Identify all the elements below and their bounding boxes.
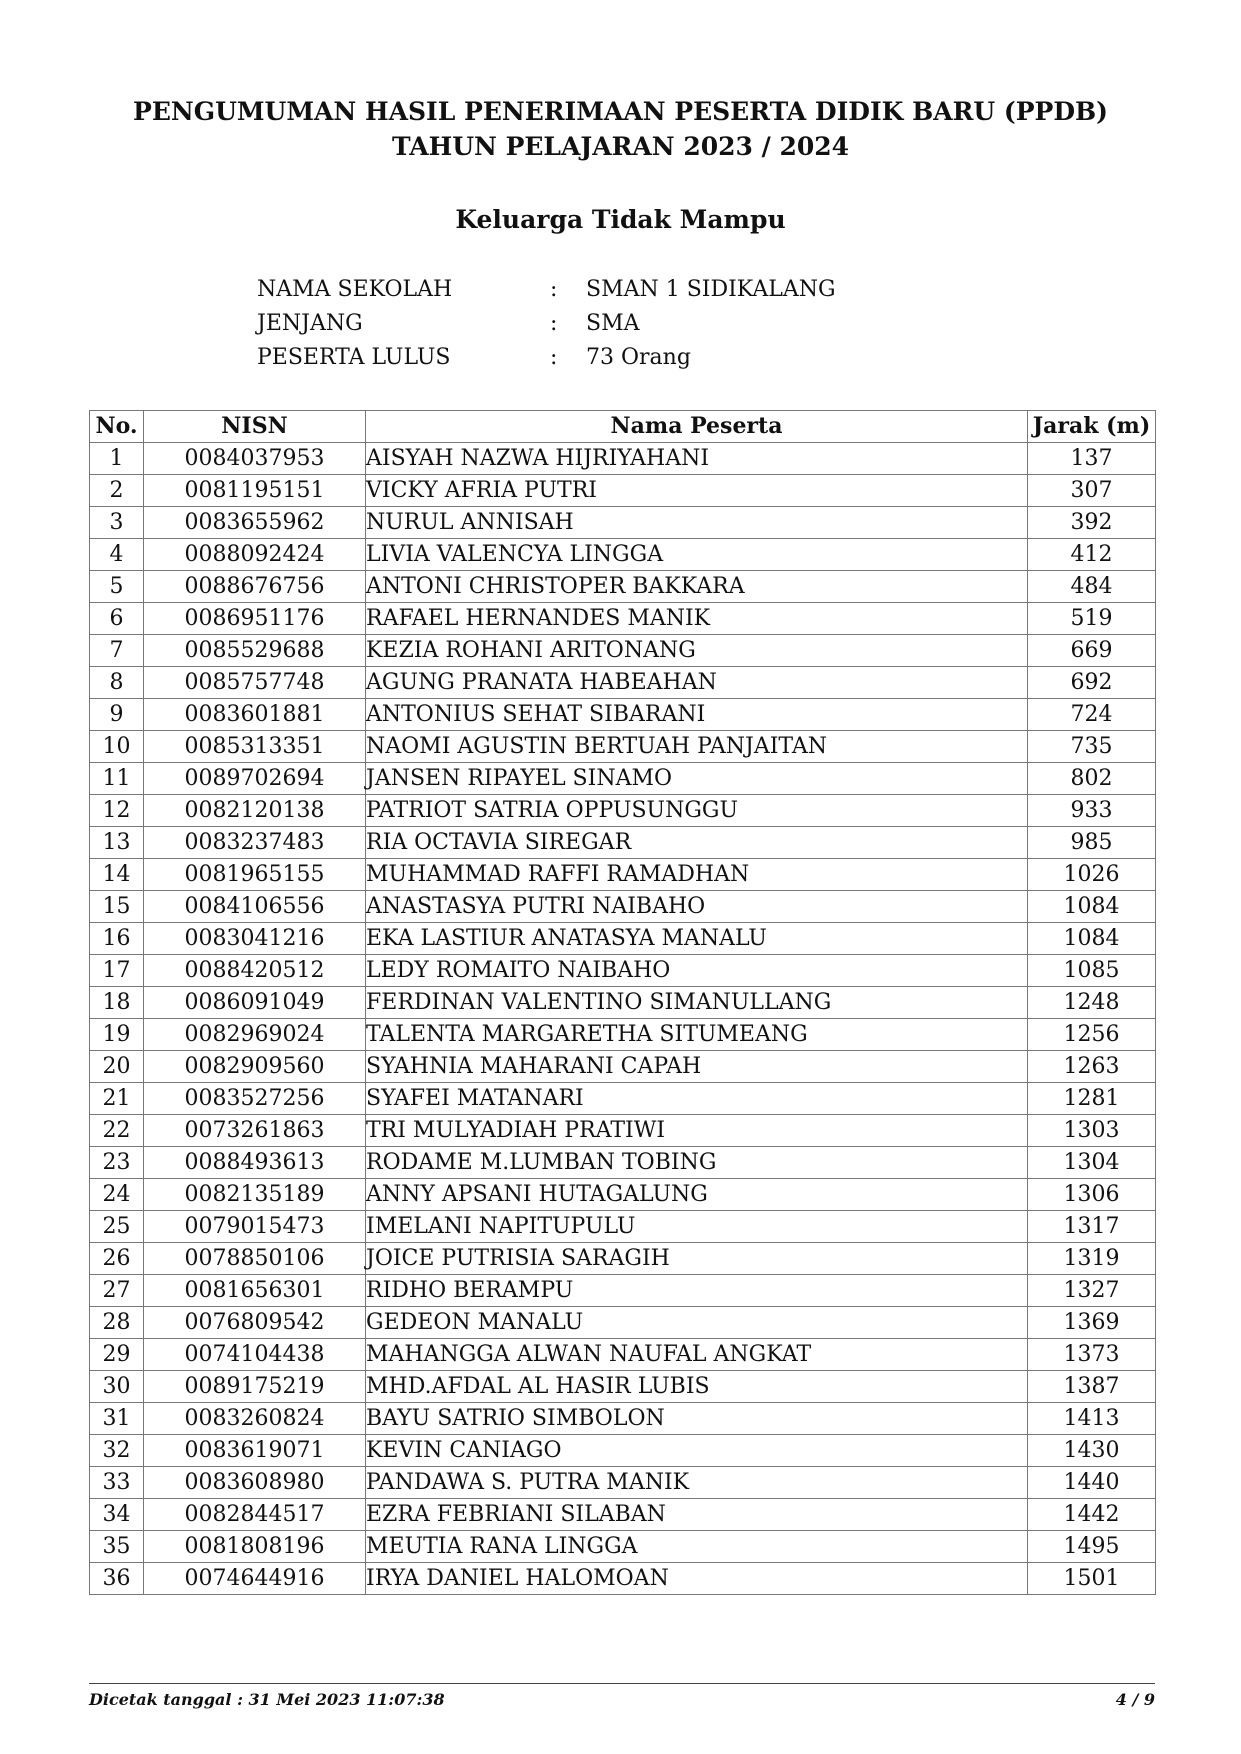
cell-nisn: 0074104438	[144, 1339, 366, 1371]
cell-no: 22	[90, 1115, 144, 1147]
cell-jarak: 1369	[1028, 1307, 1156, 1339]
info-label: NAMA SEKOLAH	[257, 276, 453, 302]
cell-no: 19	[90, 1019, 144, 1051]
info-label: JENJANG	[257, 310, 363, 336]
cell-no: 17	[90, 955, 144, 987]
cell-nama: PANDAWA S. PUTRA MANIK	[366, 1467, 1028, 1499]
cell-nama: EKA LASTIUR ANATASYA MANALU	[366, 923, 1028, 955]
table-row	[90, 1115, 1156, 1147]
cell-jarak: 1084	[1028, 923, 1156, 955]
cell-jarak: 1373	[1028, 1339, 1156, 1371]
cell-nama: MEUTIA RANA LINGGA	[366, 1531, 1028, 1563]
table-row	[90, 539, 1156, 571]
cell-no: 13	[90, 827, 144, 859]
cell-jarak: 1085	[1028, 955, 1156, 987]
cell-nisn: 0082969024	[144, 1019, 366, 1051]
cell-nama: JOICE PUTRISIA SARAGIH	[366, 1243, 1028, 1275]
cell-no: 1	[90, 443, 144, 475]
table-body	[90, 443, 1156, 1595]
cell-nisn: 0081195151	[144, 475, 366, 507]
cell-nisn: 0085757748	[144, 667, 366, 699]
table-row	[90, 859, 1156, 891]
cell-nama: RODAME M.LUMBAN TOBING	[366, 1147, 1028, 1179]
cell-nisn: 0082135189	[144, 1179, 366, 1211]
cell-jarak: 724	[1028, 699, 1156, 731]
cell-jarak: 1084	[1028, 891, 1156, 923]
cell-no: 36	[90, 1563, 144, 1595]
cell-no: 27	[90, 1275, 144, 1307]
table-row	[90, 443, 1156, 475]
cell-no: 6	[90, 603, 144, 635]
cell-jarak: 1303	[1028, 1115, 1156, 1147]
cell-nisn: 0083619071	[144, 1435, 366, 1467]
print-date: Dicetak tanggal : 31 Mei 2023 11:07:38	[89, 1690, 445, 1709]
cell-no: 21	[90, 1083, 144, 1115]
cell-nisn: 0088676756	[144, 571, 366, 603]
cell-nama: MHD.AFDAL AL HASIR LUBIS	[366, 1371, 1028, 1403]
table-row	[90, 987, 1156, 1019]
cell-nisn: 0081656301	[144, 1275, 366, 1307]
cell-no: 8	[90, 667, 144, 699]
table-row	[90, 1211, 1156, 1243]
cell-no: 29	[90, 1339, 144, 1371]
header-no: No.	[90, 411, 144, 443]
academic-year-title: TAHUN PELAJARAN 2023 / 2024	[391, 132, 850, 161]
table-row	[90, 763, 1156, 795]
cell-nisn: 0086951176	[144, 603, 366, 635]
table-row	[90, 1243, 1156, 1275]
table-row	[90, 1051, 1156, 1083]
info-colon: :	[550, 344, 558, 370]
cell-jarak: 1387	[1028, 1371, 1156, 1403]
cell-nama: AISYAH NAZWA HIJRIYAHANI	[366, 443, 1028, 475]
cell-jarak: 1430	[1028, 1435, 1156, 1467]
table-row	[90, 795, 1156, 827]
cell-nisn: 0082909560	[144, 1051, 366, 1083]
footer-divider	[89, 1683, 1155, 1684]
table-row	[90, 891, 1156, 923]
table-row	[90, 1179, 1156, 1211]
cell-nama: ANASTASYA PUTRI NAIBAHO	[366, 891, 1028, 923]
info-row-level	[257, 306, 836, 340]
info-value: SMAN 1 SIDIKALANG	[586, 276, 836, 302]
cell-nama: ANTONIUS SEHAT SIBARANI	[366, 699, 1028, 731]
cell-no: 33	[90, 1467, 144, 1499]
table-row	[90, 1531, 1156, 1563]
cell-no: 18	[90, 987, 144, 1019]
table-row	[90, 731, 1156, 763]
cell-jarak: 519	[1028, 603, 1156, 635]
cell-jarak: 933	[1028, 795, 1156, 827]
cell-no: 30	[90, 1371, 144, 1403]
cell-nama: RIDHO BERAMPU	[366, 1275, 1028, 1307]
cell-nama: SYAFEI MATANARI	[366, 1083, 1028, 1115]
info-colon: :	[550, 310, 558, 336]
cell-no: 23	[90, 1147, 144, 1179]
cell-nisn: 0083601881	[144, 699, 366, 731]
table-row	[90, 1467, 1156, 1499]
cell-nisn: 0083260824	[144, 1403, 366, 1435]
cell-no: 15	[90, 891, 144, 923]
cell-jarak: 1306	[1028, 1179, 1156, 1211]
cell-jarak: 1256	[1028, 1019, 1156, 1051]
table-row	[90, 1307, 1156, 1339]
cell-nisn: 0085529688	[144, 635, 366, 667]
header-nama: Nama Peserta	[366, 411, 1028, 443]
cell-no: 11	[90, 763, 144, 795]
cell-jarak: 137	[1028, 443, 1156, 475]
table-row	[90, 827, 1156, 859]
cell-nama: EZRA FEBRIANI SILABAN	[366, 1499, 1028, 1531]
cell-nama: NURUL ANNISAH	[366, 507, 1028, 539]
cell-jarak: 1413	[1028, 1403, 1156, 1435]
cell-nama: TRI MULYADIAH PRATIWI	[366, 1115, 1028, 1147]
cell-nisn: 0089702694	[144, 763, 366, 795]
cell-no: 3	[90, 507, 144, 539]
cell-nama: KEZIA ROHANI ARITONANG	[366, 635, 1028, 667]
table-row	[90, 603, 1156, 635]
cell-jarak: 1248	[1028, 987, 1156, 1019]
cell-no: 2	[90, 475, 144, 507]
table-row	[90, 1435, 1156, 1467]
cell-nama: KEVIN CANIAGO	[366, 1435, 1028, 1467]
info-colon: :	[550, 276, 558, 302]
cell-nisn: 0083655962	[144, 507, 366, 539]
table-row	[90, 1499, 1156, 1531]
cell-nisn: 0088493613	[144, 1147, 366, 1179]
info-value: SMA	[586, 310, 640, 336]
cell-jarak: 307	[1028, 475, 1156, 507]
cell-nama: VICKY AFRIA PUTRI	[366, 475, 1028, 507]
table-row	[90, 635, 1156, 667]
cell-nama: AGUNG PRANATA HABEAHAN	[366, 667, 1028, 699]
cell-nama: IRYA DANIEL HALOMOAN	[366, 1563, 1028, 1595]
header-jarak: Jarak (m)	[1028, 411, 1156, 443]
cell-nama: RAFAEL HERNANDES MANIK	[366, 603, 1028, 635]
cell-no: 9	[90, 699, 144, 731]
cell-nisn: 0088420512	[144, 955, 366, 987]
cell-jarak: 1501	[1028, 1563, 1156, 1595]
cell-nisn: 0081965155	[144, 859, 366, 891]
cell-nama: ANNY APSANI HUTAGALUNG	[366, 1179, 1028, 1211]
cell-jarak: 484	[1028, 571, 1156, 603]
info-value: 73 Orang	[586, 344, 691, 370]
cell-nama: JANSEN RIPAYEL SINAMO	[366, 763, 1028, 795]
cell-no: 31	[90, 1403, 144, 1435]
cell-no: 4	[90, 539, 144, 571]
cell-jarak: 1026	[1028, 859, 1156, 891]
cell-no: 32	[90, 1435, 144, 1467]
cell-jarak: 1327	[1028, 1275, 1156, 1307]
cell-nisn: 0076809542	[144, 1307, 366, 1339]
cell-nama: BAYU SATRIO SIMBOLON	[366, 1403, 1028, 1435]
cell-nama: NAOMI AGUSTIN BERTUAH PANJAITAN	[366, 731, 1028, 763]
cell-nisn: 0079015473	[144, 1211, 366, 1243]
cell-jarak: 1442	[1028, 1499, 1156, 1531]
table-row	[90, 507, 1156, 539]
cell-nisn: 0088092424	[144, 539, 366, 571]
cell-nisn: 0083237483	[144, 827, 366, 859]
cell-nisn: 0082844517	[144, 1499, 366, 1531]
cell-jarak: 1317	[1028, 1211, 1156, 1243]
table-row	[90, 1083, 1156, 1115]
cell-no: 14	[90, 859, 144, 891]
cell-nisn: 0085313351	[144, 731, 366, 763]
cell-nama: ANTONI CHRISTOPER BAKKARA	[366, 571, 1028, 603]
cell-no: 26	[90, 1243, 144, 1275]
document-title: PENGUMUMAN HASIL PENERIMAAN PESERTA DIDIK BARU (PPDB)	[133, 97, 1108, 126]
cell-nisn: 0089175219	[144, 1371, 366, 1403]
cell-nama: RIA OCTAVIA SIREGAR	[366, 827, 1028, 859]
cell-no: 25	[90, 1211, 144, 1243]
cell-no: 34	[90, 1499, 144, 1531]
cell-nisn: 0073261863	[144, 1115, 366, 1147]
category-title: Keluarga Tidak Mampu	[455, 205, 786, 234]
cell-jarak: 1281	[1028, 1083, 1156, 1115]
cell-jarak: 1263	[1028, 1051, 1156, 1083]
cell-jarak: 412	[1028, 539, 1156, 571]
cell-nama: TALENTA MARGARETHA SITUMEANG	[366, 1019, 1028, 1051]
cell-jarak: 692	[1028, 667, 1156, 699]
table-header-row	[90, 411, 1156, 443]
cell-nisn: 0086091049	[144, 987, 366, 1019]
table-row	[90, 667, 1156, 699]
cell-nisn: 0082120138	[144, 795, 366, 827]
cell-nisn: 0081808196	[144, 1531, 366, 1563]
cell-nisn: 0084106556	[144, 891, 366, 923]
cell-jarak: 1495	[1028, 1531, 1156, 1563]
cell-no: 7	[90, 635, 144, 667]
table-row	[90, 1147, 1156, 1179]
cell-nama: FERDINAN VALENTINO SIMANULLANG	[366, 987, 1028, 1019]
cell-nama: IMELANI NAPITUPULU	[366, 1211, 1028, 1243]
cell-nisn: 0074644916	[144, 1563, 366, 1595]
cell-no: 20	[90, 1051, 144, 1083]
info-label: PESERTA LULUS	[257, 344, 451, 370]
cell-no: 35	[90, 1531, 144, 1563]
cell-jarak: 1304	[1028, 1147, 1156, 1179]
cell-no: 28	[90, 1307, 144, 1339]
cell-nisn: 0083608980	[144, 1467, 366, 1499]
cell-jarak: 735	[1028, 731, 1156, 763]
table-row	[90, 1339, 1156, 1371]
cell-nama: MUHAMMAD RAFFI RAMADHAN	[366, 859, 1028, 891]
page-number: 4 / 9	[1115, 1690, 1155, 1709]
cell-nisn: 0083527256	[144, 1083, 366, 1115]
cell-nama: LEDY ROMAITO NAIBAHO	[366, 955, 1028, 987]
cell-jarak: 1319	[1028, 1243, 1156, 1275]
table-row	[90, 923, 1156, 955]
cell-no: 24	[90, 1179, 144, 1211]
table-row	[90, 1371, 1156, 1403]
school-info	[257, 272, 836, 374]
cell-nama: LIVIA VALENCYA LINGGA	[366, 539, 1028, 571]
cell-jarak: 669	[1028, 635, 1156, 667]
cell-nama: GEDEON MANALU	[366, 1307, 1028, 1339]
info-row-school	[257, 272, 836, 306]
table-row	[90, 1275, 1156, 1307]
table-row	[90, 1403, 1156, 1435]
cell-no: 16	[90, 923, 144, 955]
cell-jarak: 1440	[1028, 1467, 1156, 1499]
cell-nisn: 0084037953	[144, 443, 366, 475]
results-table	[89, 410, 1156, 1595]
cell-jarak: 392	[1028, 507, 1156, 539]
cell-no: 10	[90, 731, 144, 763]
table-row	[90, 1563, 1156, 1595]
cell-no: 5	[90, 571, 144, 603]
cell-nisn: 0083041216	[144, 923, 366, 955]
table-row	[90, 475, 1156, 507]
cell-nama: SYAHNIA MAHARANI CAPAH	[366, 1051, 1028, 1083]
cell-nama: MAHANGGA ALWAN NAUFAL ANGKAT	[366, 1339, 1028, 1371]
header-nisn: NISN	[144, 411, 366, 443]
cell-nama: PATRIOT SATRIA OPPUSUNGGU	[366, 795, 1028, 827]
table-row	[90, 571, 1156, 603]
cell-nisn: 0078850106	[144, 1243, 366, 1275]
info-row-passed	[257, 340, 836, 374]
table-row	[90, 699, 1156, 731]
cell-no: 12	[90, 795, 144, 827]
cell-jarak: 802	[1028, 763, 1156, 795]
table-row	[90, 955, 1156, 987]
cell-jarak: 985	[1028, 827, 1156, 859]
table-row	[90, 1019, 1156, 1051]
